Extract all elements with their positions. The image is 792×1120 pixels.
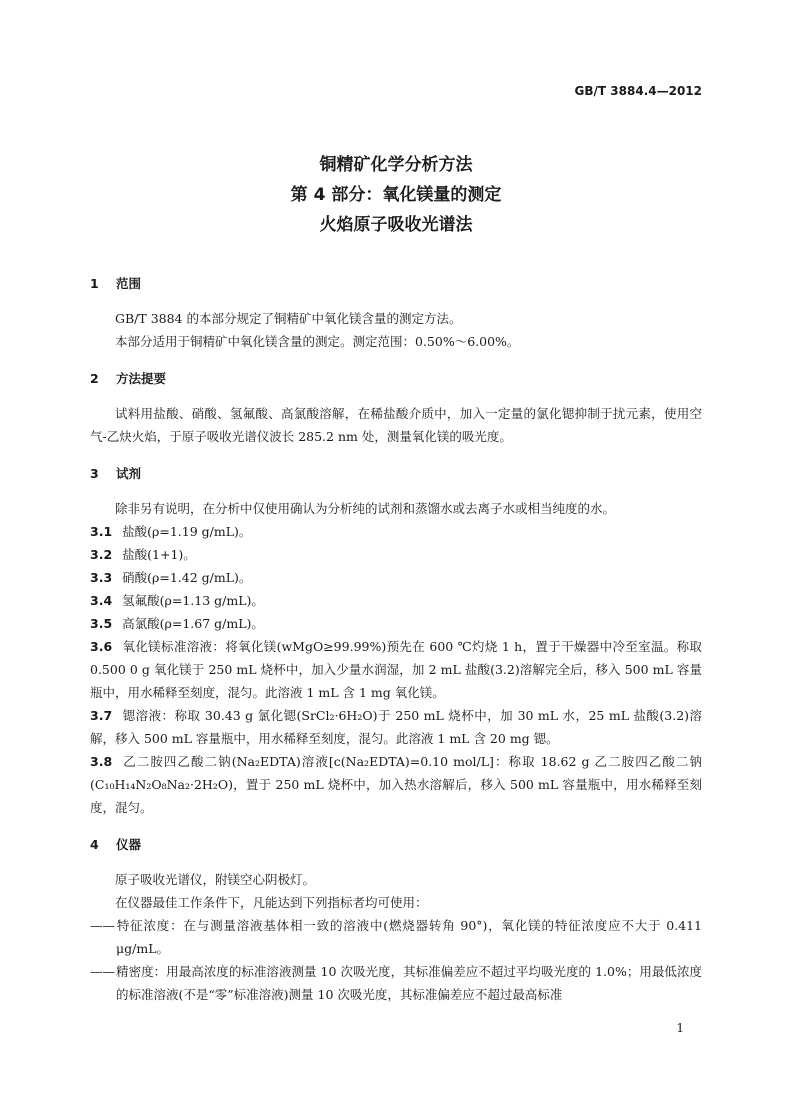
section-heading-scope: [90, 272, 702, 295]
dash-mark: ——: [90, 964, 115, 979]
page-number: 1: [676, 1021, 684, 1035]
document-title: [0, 150, 792, 240]
item-number: 3.3: [90, 570, 113, 585]
item-text: 高氯酸(ρ=1.67 g/mL)。: [122, 616, 264, 631]
section-heading-principle: [90, 367, 702, 390]
title-line-1: 铜精矿化学分析方法: [319, 155, 473, 175]
item-number: 3.4: [90, 593, 113, 608]
dash-list-item: [90, 914, 702, 960]
item-text: 盐酸(ρ=1.19 g/mL)。: [122, 524, 252, 539]
item-number: 3.5: [90, 616, 113, 631]
section-title: 试剂: [116, 466, 142, 481]
section-title: 范围: [116, 276, 142, 291]
reagent-item: [90, 589, 702, 612]
section-heading-apparatus: [90, 833, 702, 856]
title-line-3: 火焰原子吸收光谱法: [319, 215, 473, 235]
section-number: 1: [90, 276, 99, 291]
item-text: 精密度：用最高浓度的标准溶液测量 10 次吸光度，其标准偏差应不超过平均吸光度的 1.0%；用最低浓度的标准溶液(不是“零”标准溶液)测量 10 次吸光度，其标准偏差应不超过最高标准: [116, 964, 702, 1002]
item-number: 3.8: [90, 754, 113, 769]
standard-number: GB/T 3884.4—2012: [574, 84, 702, 98]
reagent-item: [90, 612, 702, 635]
paragraph: 原子吸收光谱仪，附镁空心阴极灯。: [115, 872, 316, 887]
item-text: 乙二胺四乙酸二钠(Na₂EDTA)溶液[c(Na₂EDTA)=0.10 mol/L]：称取 18.62 g 乙二胺四乙酸二钠(C₁₀H₁₄N₂O₈Na₂·2H₂O)，置于 250 mL 烧杯中，加入热水溶解后，移入 500 mL 容量瓶中，用水稀释至刻度，混匀。: [90, 754, 702, 815]
reagent-item: [90, 750, 702, 819]
paragraph: GB/T 3884 的本部分规定了铜精矿中氧化镁含量的测定方法。: [115, 311, 462, 326]
item-text: 特征浓度：在与测量溶液基体相一致的溶液中(燃烧器转角 90°)，氧化镁的特征浓度应不大于 0.411 μg/mL。: [116, 918, 702, 956]
paragraph: 本部分适用于铜精矿中氧化镁含量的测定。测定范围：0.50%～6.00%。: [115, 334, 520, 349]
item-number: 3.1: [90, 524, 113, 539]
item-number: 3.7: [90, 708, 113, 723]
paragraph: 在仪器最佳工作条件下，凡能达到下列指标者均可使用：: [115, 895, 428, 910]
section-title: 方法提要: [116, 371, 167, 386]
item-text: 氢氟酸(ρ=1.13 g/mL)。: [122, 593, 264, 608]
paragraph: 除非另有说明，在分析中仅使用确认为分析纯的试剂和蒸馏水或去离子水或相当纯度的水。: [115, 501, 616, 516]
section-heading-reagents: [90, 462, 702, 485]
reagent-item: [90, 543, 702, 566]
item-text: 硝酸(ρ=1.42 g/mL)。: [122, 570, 252, 585]
item-text: 盐酸(1+1)。: [122, 547, 196, 562]
dash-list-item: [90, 960, 702, 1006]
section-number: 3: [90, 466, 99, 481]
reagent-item: [90, 566, 702, 589]
section-number: 4: [90, 837, 99, 852]
paragraph: 试料用盐酸、硝酸、氢氟酸、高氯酸溶解，在稀盐酸介质中，加入一定量的氯化锶抑制于扰元素，使用空气-乙炔火焰，于原子吸收光谱仪波长 285.2 nm 处，测量氧化镁的吸光度。: [90, 406, 702, 444]
document-body: [90, 272, 702, 1006]
reagent-item: [90, 704, 702, 750]
item-text: 氧化镁标准溶液：将氧化镁(wMgO≥99.99%)预先在 600 ℃灼烧 1 h，置于干燥器中冷至室温。称取 0.500 0 g 氧化镁于 250 mL 烧杯中，加入少量水润湿，加 2 mL 盐酸(3.2)溶解完全后，移入 500 mL 容量瓶中，用水稀释至刻度，混匀。此溶液 1 mL 含 1 mg 氧化镁。: [90, 639, 702, 700]
item-text: 锶溶液：称取 30.43 g 氯化锶(SrCl₂·6H₂O)于 250 mL 烧杯中，加 30 mL 水，25 mL 盐酸(3.2)溶解，移入 500 mL 容量瓶中，用水稀释至刻度，混匀。此溶液 1 mL 含 20 mg 锶。: [90, 708, 702, 746]
reagent-item: [90, 520, 702, 543]
title-line-2: 第 4 部分：氧化镁量的测定: [290, 185, 502, 205]
item-number: 3.6: [90, 639, 113, 654]
item-number: 3.2: [90, 547, 113, 562]
section-number: 2: [90, 371, 99, 386]
section-title: 仪器: [116, 837, 142, 852]
reagent-item: [90, 635, 702, 704]
dash-mark: ——: [90, 918, 115, 933]
